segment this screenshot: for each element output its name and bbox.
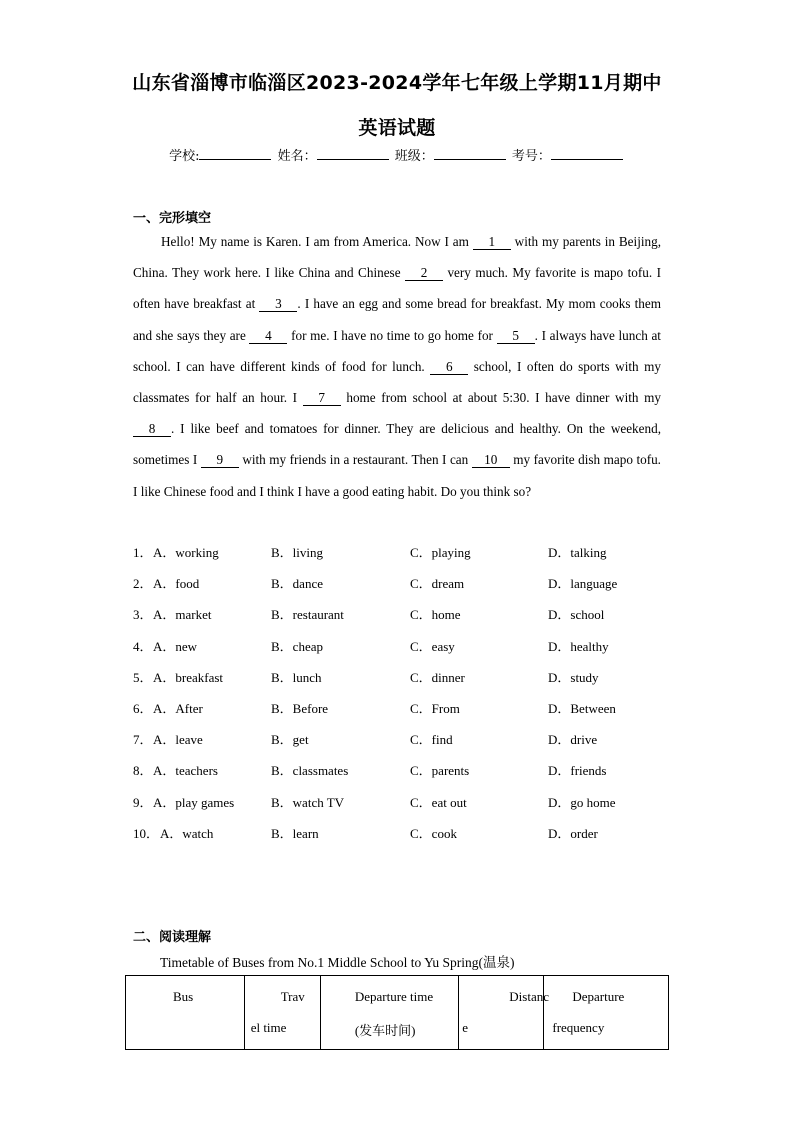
cloze-blank: 6	[430, 360, 468, 375]
school-blank	[199, 147, 271, 160]
question-number: 6．	[133, 701, 153, 716]
option-b: B．dance	[271, 576, 323, 592]
option-d: D．order	[548, 825, 598, 841]
option-c: C．dinner	[410, 669, 465, 685]
header-line-1: Bus	[173, 989, 194, 1004]
option-a: A．market	[153, 607, 212, 623]
cloze-blank: 2	[405, 266, 443, 281]
option-b: B．classmates	[271, 763, 349, 779]
option-b: B．watch TV	[271, 794, 345, 810]
option-b: B．Before	[271, 701, 329, 716]
option-d: D．friends	[548, 763, 607, 779]
option-a: A．working	[153, 545, 219, 560]
passage-text: with my friends in a restaurant. Then I can	[238, 452, 472, 468]
section1-heading: 一、完形填空	[133, 211, 212, 226]
bus-timetable	[125, 975, 669, 1050]
option-a: A．breakfast	[153, 669, 224, 685]
option-c: C．dream	[410, 576, 465, 592]
cloze-blank: 7	[303, 391, 341, 406]
question-number: 9．	[133, 794, 153, 810]
question-number: 8．	[133, 763, 153, 779]
passage-text: . I always have lunch at school. I can have different kinds of food for lunch.	[133, 327, 661, 374]
passage-text: Hello! My name is Karen. I am from America. Now I am	[161, 234, 473, 249]
question-number: 5．	[133, 669, 153, 685]
number-label: 考号：	[511, 149, 551, 164]
passage-text: . I like beef and tomatoes for dinner. They are delicious and healthy. On the weekend, sometimes I	[133, 421, 661, 468]
passage-text: with my parents in Beijing, China. They work here. I like China and Chinese	[133, 234, 662, 281]
class-label: 班级：	[394, 149, 434, 164]
question-number: 1．	[133, 545, 153, 560]
table-header-cell	[459, 976, 550, 1050]
header-line-1: Departure time	[354, 989, 434, 1004]
option-a: A．leave	[153, 732, 203, 748]
cloze-blank: 8	[133, 422, 171, 437]
option-b: B．cheap	[271, 638, 323, 654]
option-c: C．cook	[410, 825, 457, 841]
passage-text: home from school at about 5:30. I have dinner with my	[340, 390, 661, 406]
header-line-2: e	[462, 1020, 469, 1035]
option-d: D．school	[548, 607, 605, 623]
table-header-cell	[244, 976, 320, 1050]
passage-text: for me. I have no time to go home for	[287, 327, 497, 343]
passage-text: my favorite dish mapo tofu. I like Chinese food and I think I have a good eating habit. Do you think so?	[133, 452, 661, 499]
option-d: D．go home	[548, 794, 616, 810]
cloze-passage	[133, 226, 661, 507]
option-c: C．From	[410, 701, 460, 716]
option-c: C．parents	[410, 763, 470, 779]
header-line-1: Trav	[280, 989, 305, 1004]
option-c: C．playing	[410, 545, 471, 560]
header-line-2: frequency	[552, 1020, 605, 1035]
table-header-row	[126, 976, 669, 1050]
header-line-2: (发车时间)	[354, 1023, 416, 1038]
option-d: D．language	[548, 576, 618, 592]
number-blank	[551, 147, 623, 160]
table-title: Timetable of Buses from No.1 Middle School to Yu Spring(温泉)	[160, 955, 515, 970]
question-number: 7．	[133, 732, 153, 748]
option-c: C．find	[410, 732, 453, 748]
table-header-cell	[320, 976, 458, 1050]
section2-heading: 二、阅读理解	[133, 930, 212, 945]
option-a: A．food	[153, 576, 200, 592]
cloze-blank: 4	[249, 329, 287, 344]
option-c: C．eat out	[410, 794, 467, 810]
student-info-line	[0, 145, 794, 164]
option-c: C．easy	[410, 638, 455, 654]
header-line-1: Departure	[572, 989, 625, 1004]
option-b: B．living	[271, 545, 324, 560]
option-d: D．study	[548, 669, 599, 685]
option-d: D．healthy	[548, 638, 609, 654]
passage-text: . I have an egg and some bread for breakfast. My mom cooks them and she says they are	[133, 296, 661, 343]
option-c: C．home	[410, 607, 461, 623]
cloze-blank: 10	[472, 453, 510, 468]
passage-text: very much. My favorite is mapo tofu. I often have breakfast at	[133, 265, 661, 312]
option-b: B．learn	[271, 825, 319, 841]
cloze-blank: 9	[201, 453, 239, 468]
option-b: B．lunch	[271, 669, 322, 685]
cloze-blank: 5	[497, 329, 535, 344]
option-a: A．watch	[160, 825, 214, 841]
header-line-1: Distanc	[509, 989, 550, 1004]
option-a: A．After	[153, 701, 203, 716]
name-blank	[317, 147, 389, 160]
table-header-cell	[544, 976, 669, 1050]
header-line-2: el time	[250, 1020, 287, 1035]
passage-text: school, I often do sports with my classmates for half an hour. I	[133, 358, 661, 406]
table-header-cell	[126, 976, 245, 1050]
option-b: B．get	[271, 732, 309, 748]
cloze-blank: 1	[473, 235, 511, 250]
name-label: 姓名：	[277, 149, 317, 164]
option-b: B．restaurant	[271, 607, 344, 623]
option-d: D．Between	[548, 701, 616, 716]
question-number: 4．	[133, 638, 153, 654]
cloze-blank: 3	[259, 297, 297, 312]
question-number: 3．	[133, 607, 153, 623]
option-a: A．play games	[153, 794, 235, 810]
school-label: 学校:	[169, 149, 200, 164]
question-number: 2．	[133, 576, 153, 592]
option-d: D．drive	[548, 732, 598, 748]
page-subtitle: 英语试题	[358, 117, 436, 139]
class-blank	[434, 147, 506, 160]
page-title: 山东省淄博市临淄区2023-2024学年七年级上学期11月期中	[132, 72, 662, 94]
question-number: 10．	[133, 825, 160, 841]
option-d: D．talking	[548, 545, 607, 560]
option-a: A．new	[153, 638, 198, 654]
option-a: A．teachers	[153, 763, 218, 779]
